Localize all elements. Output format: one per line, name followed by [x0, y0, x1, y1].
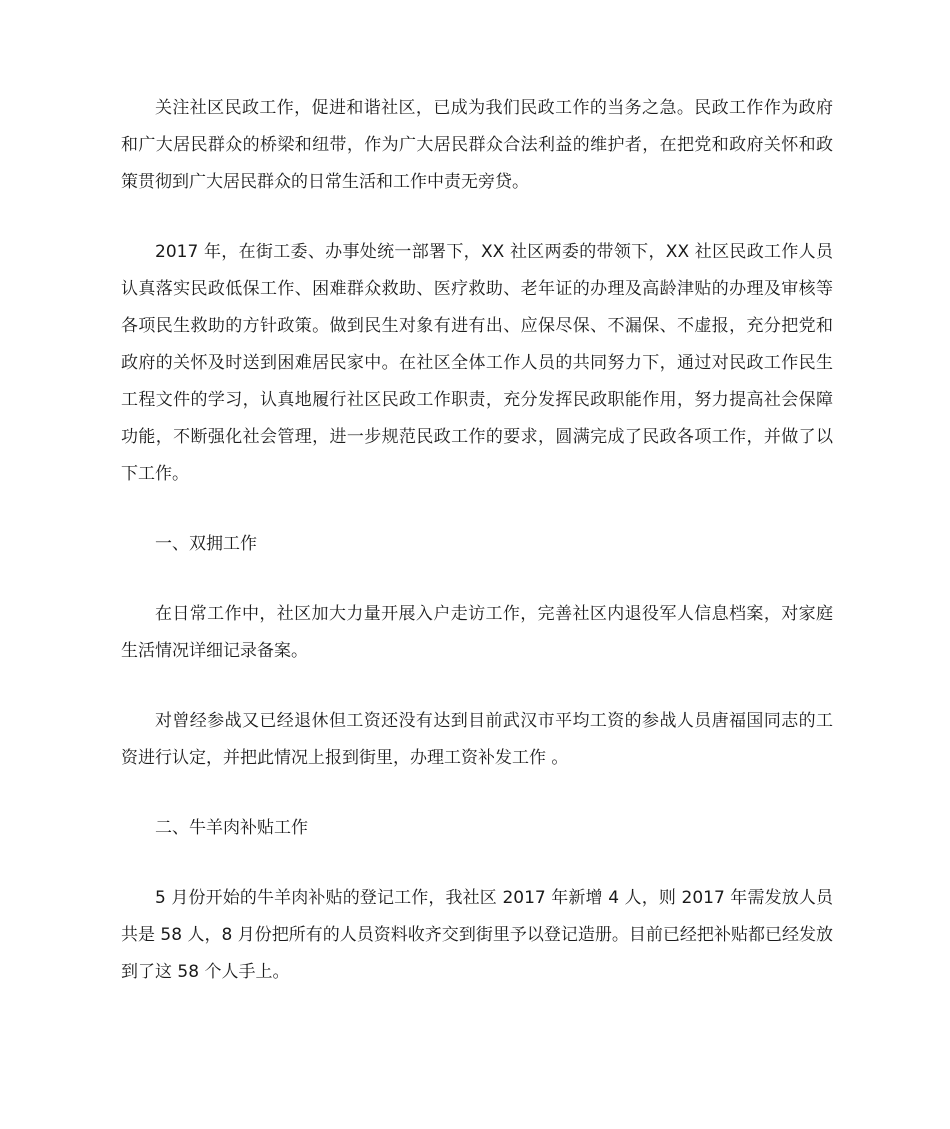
paragraph-shuangyong-visits: 在日常工作中，社区加大力量开展入户走访工作，完善社区内退役军人信息档案，对家庭生活情况详细记录备案。 — [121, 604, 833, 661]
paragraph-shuangyong-veteran-wages: 对曾经参战又已经退休但工资还没有达到目前武汉市平均工资的参战人员唐福国同志的工资进行认定，并把此情况上报到街里，办理工资补发工作 。 — [121, 711, 833, 768]
section-heading-shuangyong: 一、双拥工作 — [155, 534, 257, 554]
paragraph-2017-summary: 2017 年，在街工委、办事处统一部署下，XX 社区两委的带领下，XX 社区民政工作人员认真落实民政低保工作、困难群众救助、医疗救助、老年证的办理及高龄津贴的办理及审核等各项民生救助的方针政策。做到民生对象有进有出、应保尽保、不漏保、不虚报，充分把党和政府的关怀及时送到困难居民家中。在社区全体工作人员的共同努力下，通过对民政工作民生工程文件的学习，认真地履行社区民政工作职责，充分发挥民政职能作用，努力提高社会保障功能，不断强化社会管理，进一步规范民政工作的要求，圆满完成了民政各项工作，并做了以下工作。 — [121, 242, 833, 484]
paragraph-intro: 关注社区民政工作，促进和谐社区，已成为我们民政工作的当务之急。民政工作作为政府和广大居民群众的桥梁和纽带，作为广大居民群众合法利益的维护者，在把党和政府关怀和政策贯彻到广大居民群众的日常生活和工作中责无旁贷。 — [121, 98, 833, 192]
section-heading-meat-subsidy: 二、牛羊肉补贴工作 — [155, 818, 308, 838]
paragraph-meat-subsidy: 5 月份开始的牛羊肉补贴的登记工作，我社区 2017 年新增 4 人，则 2017 年需发放人员共是 58 人，8 月份把所有的人员资料收齐交到街里予以登记造册。目前已经把补贴都已经发放到了这 58 个人手上。 — [121, 888, 833, 982]
document-body — [121, 90, 833, 1024]
